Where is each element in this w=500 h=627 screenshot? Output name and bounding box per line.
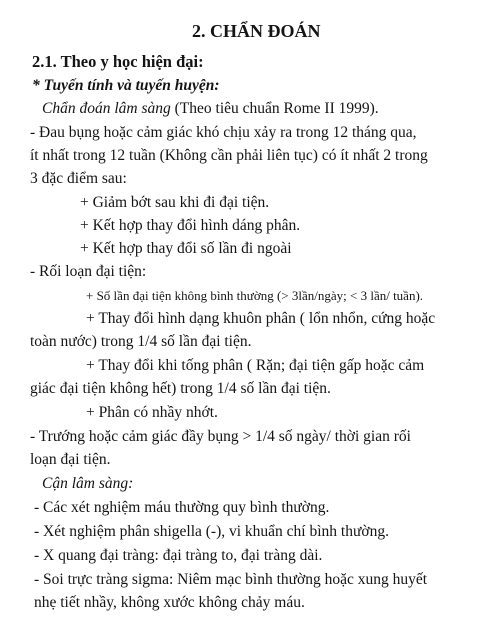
disorder-line-1: + Số lần đại tiện không bình thường (> 3lần/ngày; < 3 lần/ tuần).	[86, 288, 424, 303]
paraclinical-item-5: nhẹ tiết nhầy, không xước không chảy máu.	[34, 594, 305, 611]
pain-line-1: - Đau bụng hoặc cảm giác khó chịu xảy ra trong 12 tháng qua,	[30, 124, 417, 141]
disorder-line-6: + Phân có nhầy nhớt.	[86, 404, 218, 421]
bloating-line-1: - Trướng hoặc cảm giác đầy bụng > 1/4 số ngày/ thời gian rối	[30, 428, 411, 445]
pain-item-1: + Giảm bớt sau khi đi đại tiện.	[80, 194, 270, 211]
paraclinical-item-3: - X quang đại tràng: đại tràng to, đại tràng dài.	[34, 547, 323, 564]
disorder-line-2: + Thay đổi hình dạng khuôn phân ( lổn nhổn, cứng hoặc	[86, 310, 436, 327]
pain-line-3: 3 đặc điểm sau:	[30, 170, 127, 187]
clinical-diagnosis-line	[42, 99, 379, 119]
pain-item-3: + Kết hợp thay đổi số lần đi ngoài	[80, 240, 292, 257]
pain-item-2: + Kết hợp thay đổi hình dáng phân.	[80, 217, 301, 234]
paraclinical-item-4: - Soi trực tràng sigma: Niêm mạc bình thường hoặc xung huyết	[34, 571, 428, 588]
paraclinical-label: Cận lâm sàng:	[42, 475, 134, 492]
disorder-line-4: + Thay đổi khi tống phân ( Rặn; đại tiện gấp hoặc cảm	[86, 357, 425, 374]
subsection-title: 2.1. Theo y học hiện đại:	[32, 52, 204, 71]
clinical-label-suffix: (Theo tiêu chuẩn Rome II 1999).	[170, 100, 379, 117]
clinical-label: Chẩn đoán lâm sàng	[42, 100, 171, 117]
paraclinical-item-2: - Xét nghiệm phân shigella (-), vi khuẩn chí bình thường.	[34, 523, 389, 540]
disorder-heading: - Rối loạn đại tiện:	[30, 263, 147, 280]
disorder-line-5: giác đại tiện không hết) trong 1/4 số lần đại tiện.	[30, 380, 331, 397]
section-title: 2. CHẨN ĐOÁN	[192, 21, 321, 41]
topic-heading: * Tuyến tính và tuyến huyện:	[32, 77, 220, 94]
disorder-line-3: toàn nước) trong 1/4 số lần đại tiện.	[30, 333, 252, 350]
paraclinical-item-1: - Các xét nghiệm máu thường quy bình thường.	[34, 499, 330, 516]
pain-line-2: ít nhất trong 12 tuần (Không cần phải liên tục) có ít nhất 2 trong	[30, 147, 428, 164]
bloating-line-2: loạn đại tiện.	[30, 451, 111, 468]
